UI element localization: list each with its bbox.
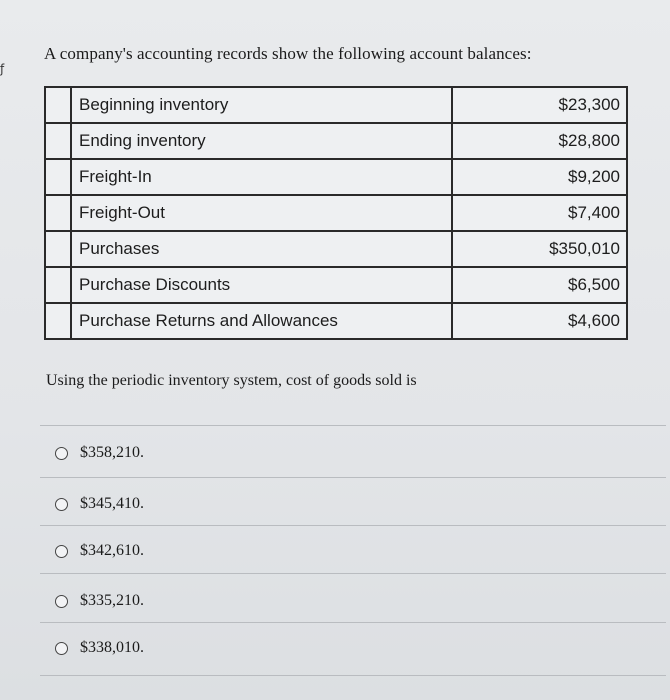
- divider: [40, 675, 666, 676]
- answer-option-5[interactable]: [55, 637, 144, 659]
- account-amount: $28,800: [452, 123, 627, 159]
- account-name: Beginning inventory: [71, 87, 452, 123]
- radio-button[interactable]: [55, 545, 68, 558]
- option-label: $338,010.: [80, 639, 144, 656]
- table-row: [45, 267, 627, 303]
- option-label: $335,210.: [80, 592, 144, 609]
- radio-button[interactable]: [55, 642, 68, 655]
- table-row: [45, 195, 627, 231]
- account-name: Ending inventory: [71, 123, 452, 159]
- answer-option-1[interactable]: [55, 442, 144, 464]
- option-label: $345,410.: [80, 495, 144, 512]
- account-amount: $23,300: [452, 87, 627, 123]
- account-name: Freight-In: [71, 159, 452, 195]
- question-prompt: Using the periodic inventory system, cost of goods sold is: [46, 372, 417, 389]
- account-amount: $4,600: [452, 303, 627, 339]
- account-name: Freight-Out: [71, 195, 452, 231]
- radio-button[interactable]: [55, 447, 68, 460]
- table-row: [45, 87, 627, 123]
- divider: [40, 573, 666, 574]
- account-amount: $7,400: [452, 195, 627, 231]
- table-row: [45, 231, 627, 267]
- radio-button[interactable]: [55, 498, 68, 511]
- answer-option-4[interactable]: [55, 590, 144, 612]
- account-amount: $6,500: [452, 267, 627, 303]
- radio-button[interactable]: [55, 595, 68, 608]
- account-name: Purchases: [71, 231, 452, 267]
- account-name: Purchase Returns and Allowances: [71, 303, 452, 339]
- table-row: [45, 123, 627, 159]
- answer-option-3[interactable]: [55, 540, 144, 562]
- margin-mark: ƒ: [0, 62, 5, 76]
- account-amount: $350,010: [452, 231, 627, 267]
- option-label: $358,210.: [80, 444, 144, 461]
- account-amount: $9,200: [452, 159, 627, 195]
- divider: [40, 525, 666, 526]
- option-label: $342,610.: [80, 542, 144, 559]
- account-name: Purchase Discounts: [71, 267, 452, 303]
- account-balances-table: [44, 86, 628, 340]
- divider: [40, 477, 666, 478]
- table-row: [45, 159, 627, 195]
- divider: [40, 425, 666, 426]
- divider: [40, 622, 666, 623]
- question-heading: A company's accounting records show the following account balances:: [44, 44, 532, 63]
- table-row: [45, 303, 627, 339]
- answer-option-2[interactable]: [55, 493, 144, 515]
